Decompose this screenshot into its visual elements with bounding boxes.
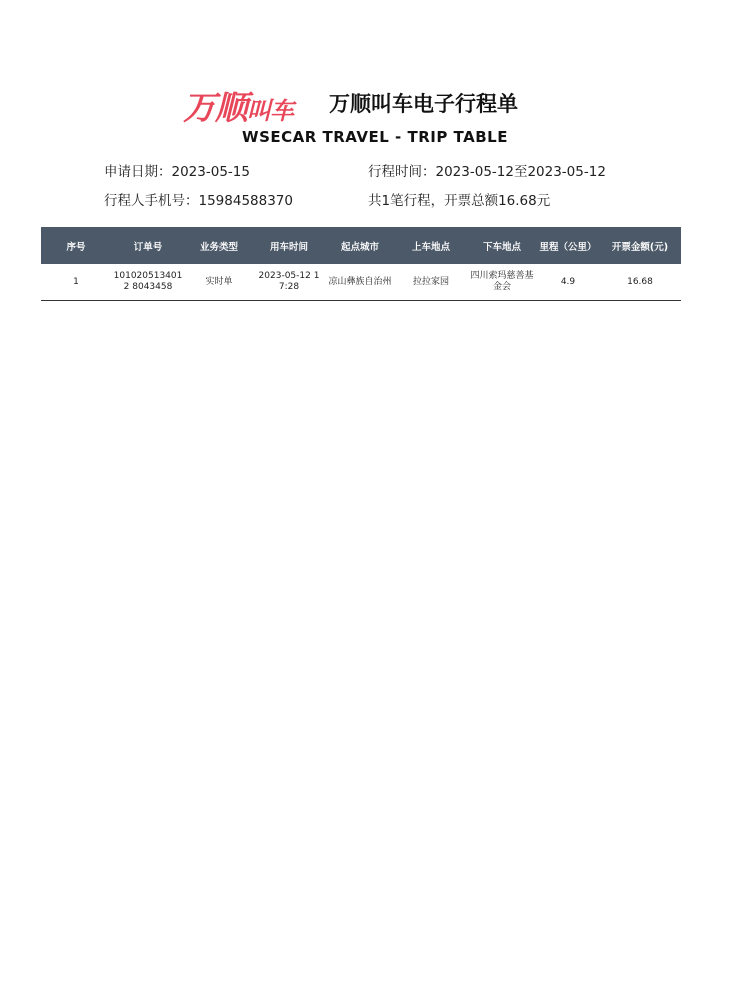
col-header-amount: 开票金额(元)	[599, 227, 681, 264]
cell-type: 实时单	[185, 264, 253, 301]
cell-amount: 16.68	[599, 264, 681, 301]
col-header-pickup: 上车地点	[395, 227, 467, 264]
cell-order-no: 1010205134012 8043458	[111, 264, 185, 301]
col-header-index: 序号	[41, 227, 111, 264]
col-header-distance: 里程（公里）	[537, 227, 599, 264]
cell-time: 2023-05-12 17:28	[253, 264, 325, 301]
cell-distance: 4.9	[537, 264, 599, 301]
table-header-row	[41, 227, 681, 264]
trip-table	[41, 227, 681, 301]
col-header-order-no: 订单号	[111, 227, 185, 264]
col-header-city: 起点城市	[325, 227, 395, 264]
col-header-time: 用车时间	[253, 227, 325, 264]
brand-logo	[183, 82, 293, 129]
document-title: 万顺叫车电子行程单	[329, 92, 518, 116]
apply-date: 申请日期：2023-05-15	[104, 164, 250, 180]
cell-dropoff: 四川索玛慈善基金会	[467, 264, 537, 301]
logo-text-sub: 叫车	[247, 97, 293, 125]
cell-city: 凉山彝族自治州	[325, 264, 395, 301]
cell-index: 1	[41, 264, 111, 301]
logo-text-main: 万顺	[183, 88, 247, 127]
trip-time-range: 行程时间：2023-05-12至2023-05-12	[368, 164, 606, 180]
trip-summary: 共1笔行程，开票总额16.68元	[368, 193, 551, 209]
cell-pickup: 拉拉家园	[395, 264, 467, 301]
header	[0, 82, 750, 127]
col-header-type: 业务类型	[185, 227, 253, 264]
traveler-phone: 行程人手机号：15984588370	[104, 193, 293, 209]
document-subtitle: WSECAR TRAVEL - TRIP TABLE	[242, 128, 508, 146]
col-header-dropoff: 下车地点	[467, 227, 537, 264]
table-row	[41, 264, 681, 301]
